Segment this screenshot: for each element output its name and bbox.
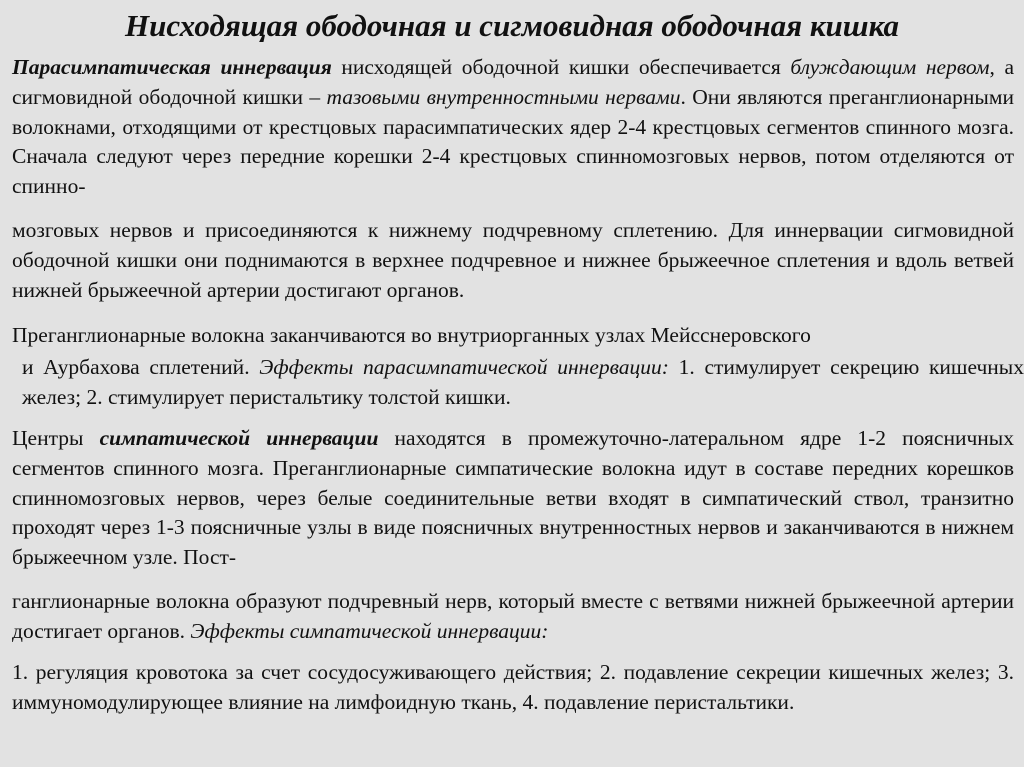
p5-text-2: находятся в промежуточно-латеральном ядре 1-2 поясничных сегментов спинного мозга. Преганглионарные симпатические волокна идут в составе передних корешков спинномозговых нервов, через белые соединительные ветви входят в симпатический ствол, транзитно проходят через 1-3 поясничные узлы в виде поясничных внутренностных нервов и заканчиваются в нижнем брыжеечном узле. Пост-	[12, 426, 1014, 570]
p1-text-3: . Они являются преганглионарными волокнами, отходящими от крестцовых парасимпатических ядер 2-4 крестцовых сегментов спинного мозга. Сначала следуют через передние корешки 2-4 крестцовых спинномозговых нервов, потом отделяются от спинно-	[12, 84, 1014, 199]
paragraph-parasympathetic	[12, 53, 1014, 202]
p1-text-2: , а сигмовидной ободочной кишки –	[12, 55, 1014, 109]
p5-text-1: Центры	[12, 426, 100, 450]
nerve-vagus: блуждающим нервом	[790, 55, 990, 79]
paragraph-pathway: мозговых нервов и присоединяются к нижнему подчревному сплетению. Для иннервации сигмовидной ободочной кишки они поднимаются в верхнее подчревное и нижнее брыжеечное сплетения и вдоль ветвей нижней брыжеечной артерии достигают органов.	[12, 218, 1014, 302]
effects-sympathetic-label: Эффекты симпатической иннервации:	[190, 618, 549, 643]
paragraph-sympathetic	[12, 424, 1014, 573]
p1-text-1: нисходящей ободочной кишки обеспечивается	[331, 55, 791, 79]
paragraph-parasympathetic-effects	[12, 353, 1024, 413]
term-parasympathetic: Парасимпатическая иннервация	[12, 55, 332, 79]
p4-text-2: 1. стимулирует секрецию кишечных желез; 2. стимулирует перистальтику толстой кишки.	[22, 355, 1024, 409]
paragraph-sympathetic-effects: 1. регуляция кровотока за счет сосудосуживающего действия; 2. подавление секреции кишечных желез; 3. иммуномодулирующее влияние на лимфоидную ткань, 4. подавление перистальтики.	[12, 660, 1014, 714]
p6-text-1: ганглионарные волокна образуют подчревный нерв, который вместе с ветвями нижней брыжеечной артерии достигает органов.	[12, 589, 1014, 643]
term-sympathetic: симпатической иннервации	[99, 426, 379, 450]
paragraph-preganglionic: Преганглионарные волокна заканчиваются во внутриорганных узлах Мейсснеровского	[12, 323, 811, 347]
slide-title: Нисходящая ободочная и сигмовидная ободочная кишка	[124, 8, 900, 43]
effects-parasympathetic-label: Эффекты парасимпатической иннервации:	[259, 355, 669, 379]
paragraph-postganglionic	[12, 587, 1014, 647]
p4-text-1: и Аурбахова сплетений.	[22, 355, 260, 379]
nerve-pelvic-splanchnic: тазовыми внутренностными нервами	[326, 84, 681, 109]
